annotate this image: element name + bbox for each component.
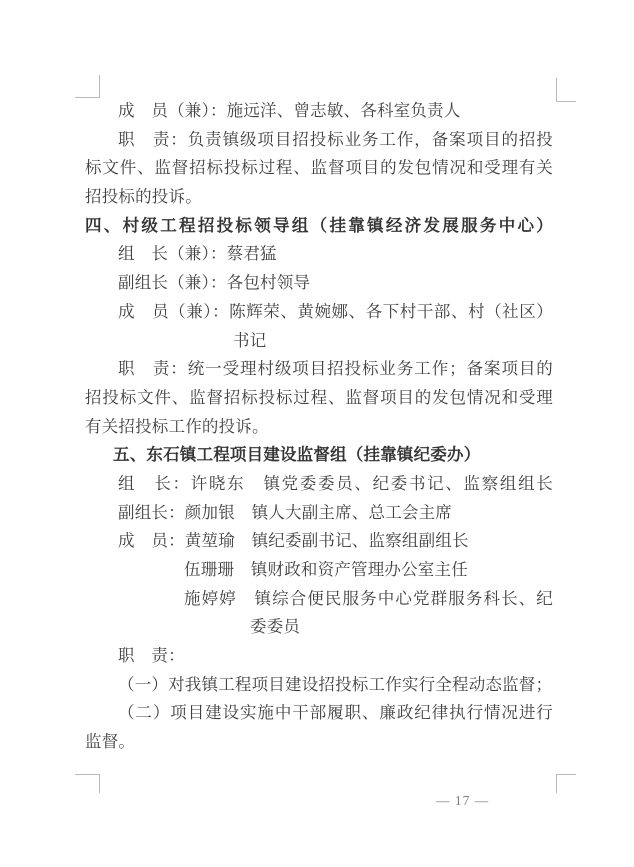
doc-line: 成 员（兼）：陈辉荣、黄婉娜、各下村干部、村（社区） — [118, 301, 553, 321]
doc-line: 施婷婷 镇综合便民服务中心党群服务科长、纪 — [184, 588, 553, 608]
crop-mark-bottom-right — [556, 774, 576, 793]
crop-mark-top-right — [556, 78, 576, 102]
doc-line: 职 责：负责镇级项目招投标业务工作，备案项目的招投 — [118, 129, 553, 149]
document-text-area — [85, 97, 553, 757]
doc-line: 标文件、监督招标投标过程、监督项目的发包情况和受理有关 — [85, 158, 553, 178]
doc-line: 组 长（兼）：蔡君猛 — [118, 244, 277, 264]
doc-line: 组 长：许晓东 镇党委委员、纪委书记、监察组组长 — [118, 473, 553, 493]
doc-line: （一）对我镇工程项目建设招投标工作实行全程动态监督； — [118, 674, 553, 694]
doc-line: 职 责：统一受理村级项目招投标业务工作；备案项目的 — [118, 359, 553, 379]
doc-line: 招投标的投诉。 — [85, 187, 202, 207]
doc-line: 有关招投标工作的投诉。 — [85, 416, 269, 436]
doc-line: 招投标文件、监督招标投标过程、监督项目的发包情况和受理 — [85, 387, 553, 407]
doc-line: 成 员：黄堃瑜 镇纪委副书记、监察组副组长 — [118, 531, 469, 551]
doc-line: 职 责： — [118, 646, 185, 666]
doc-line: 四、村级工程招投标领导组（挂靠镇经济发展服务中心） — [85, 216, 553, 235]
doc-line: 书记 — [233, 330, 267, 350]
doc-line: （二）项目建设实施中干部履职、廉政纪律执行情况进行 — [118, 703, 553, 723]
doc-line: 副组长（兼）：各包村领导 — [118, 273, 311, 293]
doc-line: 委委员 — [250, 617, 301, 637]
doc-line: 五、东石镇工程项目建设监督组（挂靠镇纪委办） — [113, 446, 481, 465]
crop-mark-top-left — [75, 75, 100, 98]
doc-line: 成 员（兼）：施远洋、曾志敏、各科室负责人 — [118, 101, 461, 120]
crop-mark-bottom-left — [75, 774, 100, 793]
doc-line: 副组长：颜加银 镇人大副主席、总工会主席 — [118, 502, 452, 522]
doc-line: 伍珊珊 镇财政和资产管理办公室主任 — [184, 560, 468, 579]
page-number: — 17 — — [436, 793, 490, 808]
doc-line: 监督。 — [85, 732, 136, 752]
